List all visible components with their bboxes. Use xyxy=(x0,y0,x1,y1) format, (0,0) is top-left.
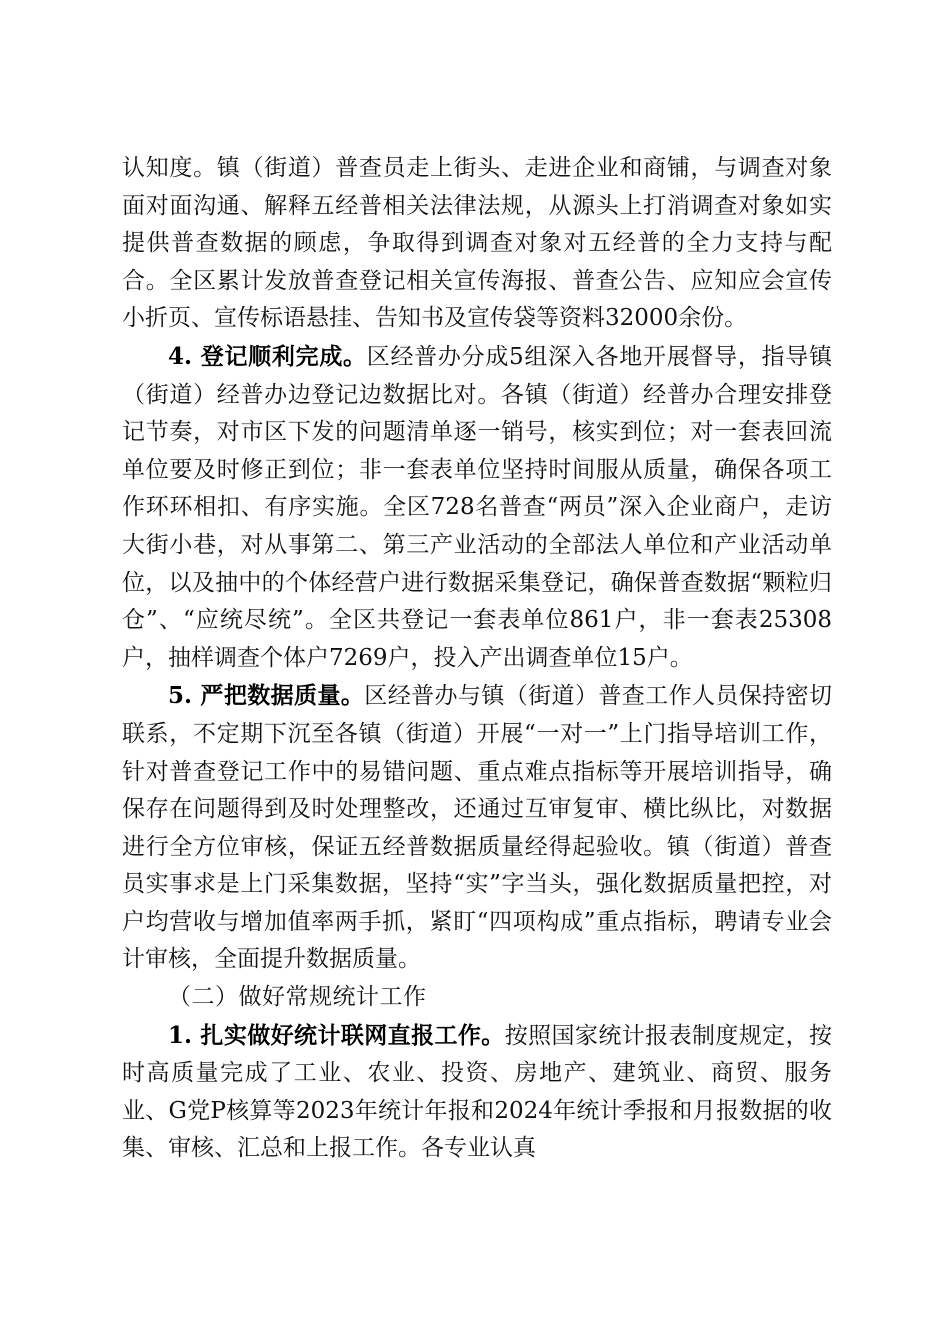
paragraph-publicity-continuation xyxy=(122,150,832,338)
paragraph-lead-heading: 5. 严把数据质量。 xyxy=(168,682,365,710)
paragraph-online-reporting xyxy=(122,1017,832,1168)
paragraph-lead-heading: 4. 登记顺利完成。 xyxy=(168,342,367,370)
paragraph-text: 区经普办分成5组深入各地开展督导，指导镇（街道）经普办边登记边数据比对。各镇（街道）经普办合理安排登记节奏，对市区下发的问题清单逐一销号，核实到位；对一套表回流单位要及时修正到位；非一套表单位坚持时间服从质量，确保各项工作环环相扣、有序实施。全区728名普查“两员”深入企业商户，走访大街小巷，对从事第二、第三产业活动的全部法人单位和产业活动单位，以及抽中的个体经营户进行数据采集登记，确保普查数据“颗粒归仓”、“应统尽统”。全区共登记一套表单位861户，非一套表25308户，抽样调查个体户7269户，投入产出调查单位15户。 xyxy=(122,343,832,671)
document-body xyxy=(122,150,832,1168)
paragraph-lead-heading: 1. 扎实做好统计联网直报工作。 xyxy=(168,1021,505,1049)
paragraph-data-quality xyxy=(122,677,832,979)
section-heading-routine-statistics: （二）做好常规统计工作 xyxy=(168,984,427,1011)
paragraph-text: 认知度。镇（街道）普查员走上街头、走进企业和商铺，与调查对象面对面沟通、解释五经普相关法律法规，从源头上打消调查对象如实提供普查数据的顾虑，争取得到调查对象对五经普的全力支持与配合。全区累计发放普查登记相关宣传海报、普查公告、应知应会宣传小折页、宣传标语悬挂、告知书及宣传袋等资料32000余份。 xyxy=(122,155,832,332)
paragraph-text: 按照国家统计报表制度规定，按时高质量完成了工业、农业、投资、房地产、建筑业、商贸、服务业、G党P核算等2023年统计年报和2024年统计季报和月报数据的收集、审核、汇总和上报工作。各专业认真 xyxy=(122,1022,832,1162)
paragraph-text: 区经普办与镇（街道）普查工作人员保持密切联系，不定期下沉至各镇（街道）开展“一对一”上门指导培训工作，针对普查登记工作中的易错问题、重点难点指标等开展培训指导，确保存在问题得到及时处理整改，还通过互审复审、横比纵比，对数据进行全方位审核，保证五经普数据质量经得起验收。镇（街道）普查员实事求是上门采集数据，坚持“实”字当头，强化数据质量把控，对户均营收与增加值率两手抓，紧盯“四项构成”重点指标，聘请专业会计审核，全面提升数据质量。 xyxy=(122,683,832,973)
paragraph-registration-complete xyxy=(122,338,832,677)
